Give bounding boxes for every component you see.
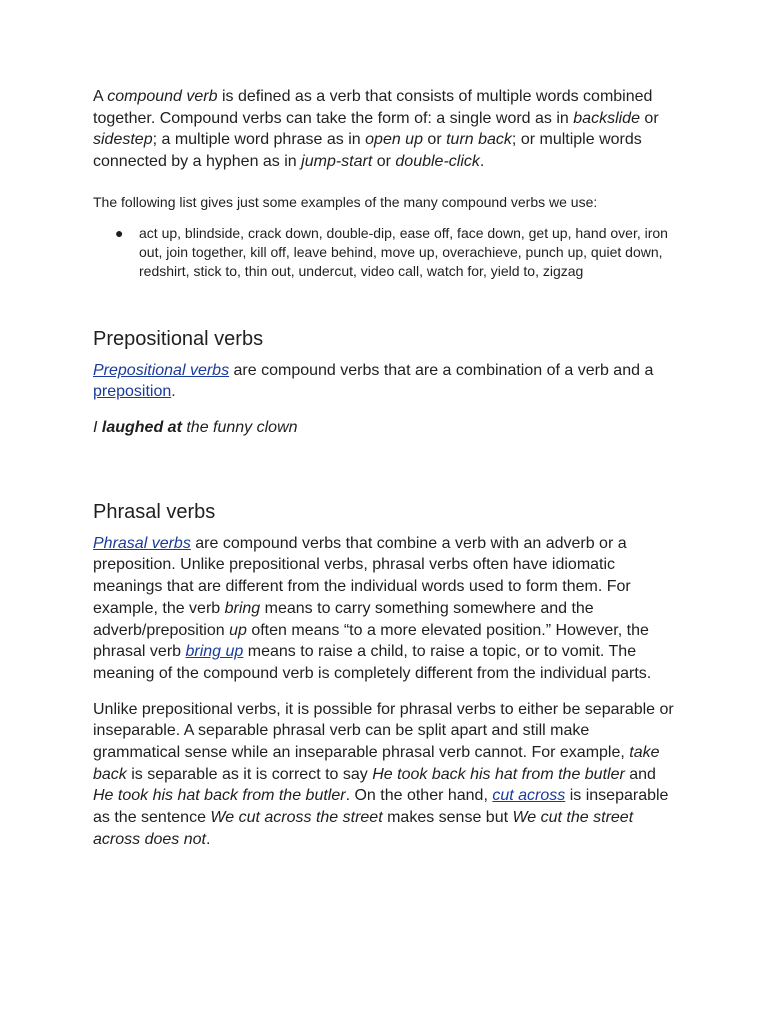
- example-sentence: He took his hat back from the butler: [93, 787, 346, 805]
- paragraph-text: means to raise a child, to raise a topic, or to vomit. The meaning of the compound verb is completely different from the individual parts.: [93, 643, 652, 682]
- paragraph-text: is separable as it is correct to say: [126, 765, 373, 783]
- list-item: [93, 224, 678, 282]
- example-text: the funny clown: [181, 419, 298, 437]
- paragraph-text: means to carry something somewhere and the adverb/preposition: [93, 599, 594, 639]
- cut-across-link[interactable]: cut across: [492, 787, 566, 805]
- prepositional-paragraph: [93, 360, 678, 403]
- phrasal-verbs-link[interactable]: Phrasal verbs: [93, 534, 191, 552]
- bring-up-link[interactable]: bring up: [185, 643, 244, 661]
- intro-paragraph: [93, 86, 678, 173]
- intro-text: A: [93, 88, 108, 105]
- paragraph-text: . On the other hand,: [345, 787, 493, 805]
- example-term: backslide: [573, 109, 640, 127]
- list-lead-text: The following list gives just some examples of the many compound verbs we use:: [93, 193, 598, 210]
- phrasal-paragraph-2: [93, 699, 678, 851]
- phrasal-paragraph-1: [93, 533, 678, 685]
- intro-text: is defined as a verb that consists of multiple words combined together. Compound verbs can take the form of: a single word as in: [93, 88, 653, 127]
- paragraph-text: .: [171, 383, 176, 401]
- example-term: take back: [93, 744, 660, 783]
- example-term: double-click: [395, 153, 480, 171]
- example-term: jump-start: [301, 153, 373, 171]
- paragraph-text: often means “to a more elevated position.” However, the phrasal verb: [93, 621, 649, 661]
- examples-list: [93, 224, 678, 282]
- example-verb: laughed at: [101, 419, 182, 437]
- intro-text: ; a multiple word phrase as in: [152, 131, 366, 149]
- document-page: [93, 86, 678, 851]
- paragraph-text: and: [624, 765, 656, 783]
- example-sentence: We cut across the street: [210, 809, 383, 827]
- example-sentence: He took back his hat from the butler: [372, 765, 625, 783]
- prepositional-verbs-link[interactable]: Prepositional verbs: [93, 361, 230, 379]
- heading-phrasal-verbs: Phrasal verbs: [93, 500, 216, 523]
- heading-prepositional-verbs: Prepositional verbs: [93, 327, 264, 350]
- example-term: bring: [224, 599, 261, 617]
- paragraph-text: are compound verbs that are a combination of a verb and a: [229, 361, 654, 379]
- paragraph-text: are compound verbs that combine a verb with an adverb or a preposition. Unlike prepositional verbs, phrasal verbs often have idiomatic meanings that are different from the individual words used to form them. For example, the verb: [93, 534, 631, 617]
- examples-text: act up, blindside, crack down, double-dip, ease off, face down, get up, hand over, iron out, join together, kill off, leave behind, move up, overachieve, punch up, quiet down, redshirt, stick to, thin out, undercut, video call, watch for, yield to, zigzag: [139, 225, 668, 280]
- paragraph-text: makes sense but: [382, 809, 513, 827]
- preposition-link[interactable]: preposition: [93, 383, 172, 401]
- prepositional-example: [93, 417, 678, 439]
- intro-text: or: [639, 109, 659, 127]
- example-term: sidestep: [93, 131, 153, 149]
- paragraph-text: .: [205, 830, 211, 848]
- intro-text: or: [422, 131, 447, 149]
- example-text: I: [93, 419, 102, 437]
- intro-text: .: [479, 153, 485, 171]
- bullet-icon: ●: [115, 225, 124, 242]
- example-sentence: We cut the street across does not: [93, 809, 634, 848]
- intro-text: ; or multiple words connected by a hyphen as in: [93, 131, 642, 171]
- intro-text: or: [372, 153, 396, 171]
- paragraph-text: Unlike prepositional verbs, it is possible for phrasal verbs to either be separable or inseparable. A separable phrasal verb can be split apart and still make grammatical sense while an inseparable phrasal verb cannot. For example,: [93, 700, 674, 762]
- example-term: turn back: [446, 131, 512, 149]
- example-term: open up: [365, 131, 423, 149]
- paragraph-text: is inseparable as the sentence: [93, 787, 669, 827]
- example-term: up: [229, 621, 247, 639]
- term-compound-verb: compound verb: [107, 88, 218, 105]
